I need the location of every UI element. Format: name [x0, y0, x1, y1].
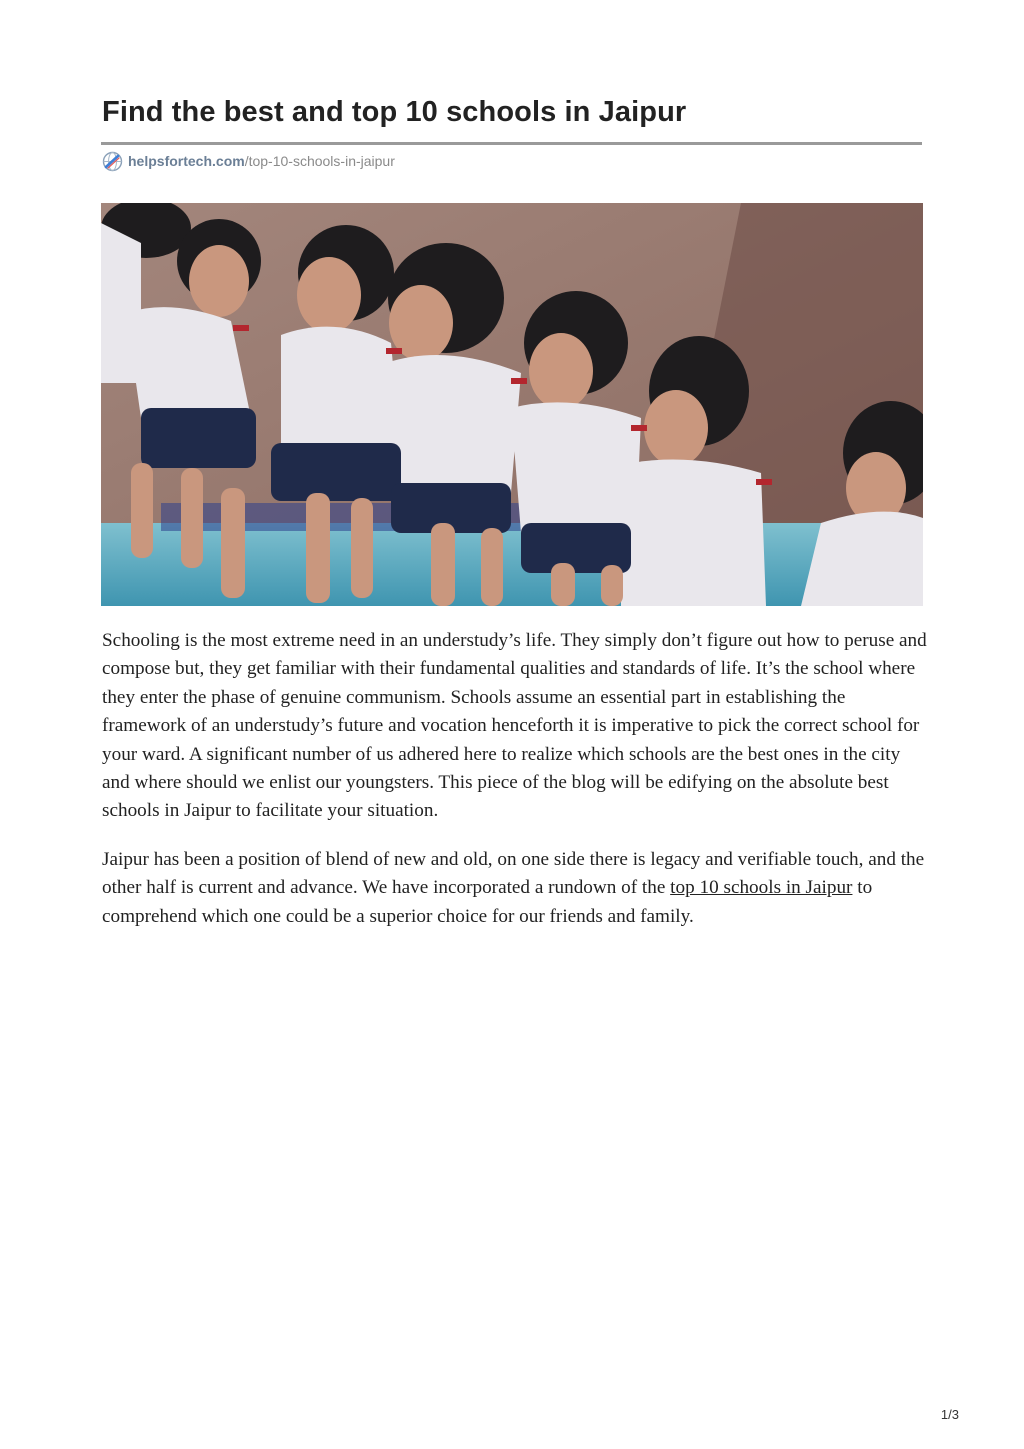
paragraph-2-text-start: Jaipur has been a position of blend of new and old, on one side there is legacy and verifiable touch, and the other half is current and advance. We have incorporated a rundown of the — [102, 848, 925, 899]
school-children-photo-icon — [101, 203, 923, 606]
source-path: /top-10-schools-in-jaipur — [244, 153, 395, 169]
source-domain: helpsfortech.com — [128, 153, 245, 169]
paragraph-2-text-end: to comprehend which one could be a superior choice for our friends and family. — [102, 877, 873, 927]
top-10-schools-link[interactable]: top 10 schools in Jaipur — [670, 877, 853, 899]
page-indicator: 1/3 — [940, 1407, 959, 1422]
article-hero-image — [101, 203, 923, 606]
paragraph-2 — [102, 846, 932, 931]
page-title: Find the best and top 10 schools in Jaipur — [102, 96, 687, 128]
title-divider — [101, 142, 922, 145]
globe-icon — [102, 151, 123, 172]
article-body — [102, 627, 932, 951]
paragraph-1: Schooling is the most extreme need in an understudy’s life. They simply don’t figure out how to peruse and compose but, they get familiar with their fundamental qualities and standards of life. It’s the school where they enter the phase of genuine communism. Schools assume an essential part in establishing the framework of an understudy’s future and vocation henceforth it is imperative to pick the correct school for your ward. A significant number of us adhered here to realize which schools are the best ones in the city and where should we enlist our youngsters. This piece of the blog will be edifying on the absolute best schools in Jaipur to facilitate your situation. — [102, 630, 927, 822]
source-link[interactable] — [102, 150, 395, 172]
